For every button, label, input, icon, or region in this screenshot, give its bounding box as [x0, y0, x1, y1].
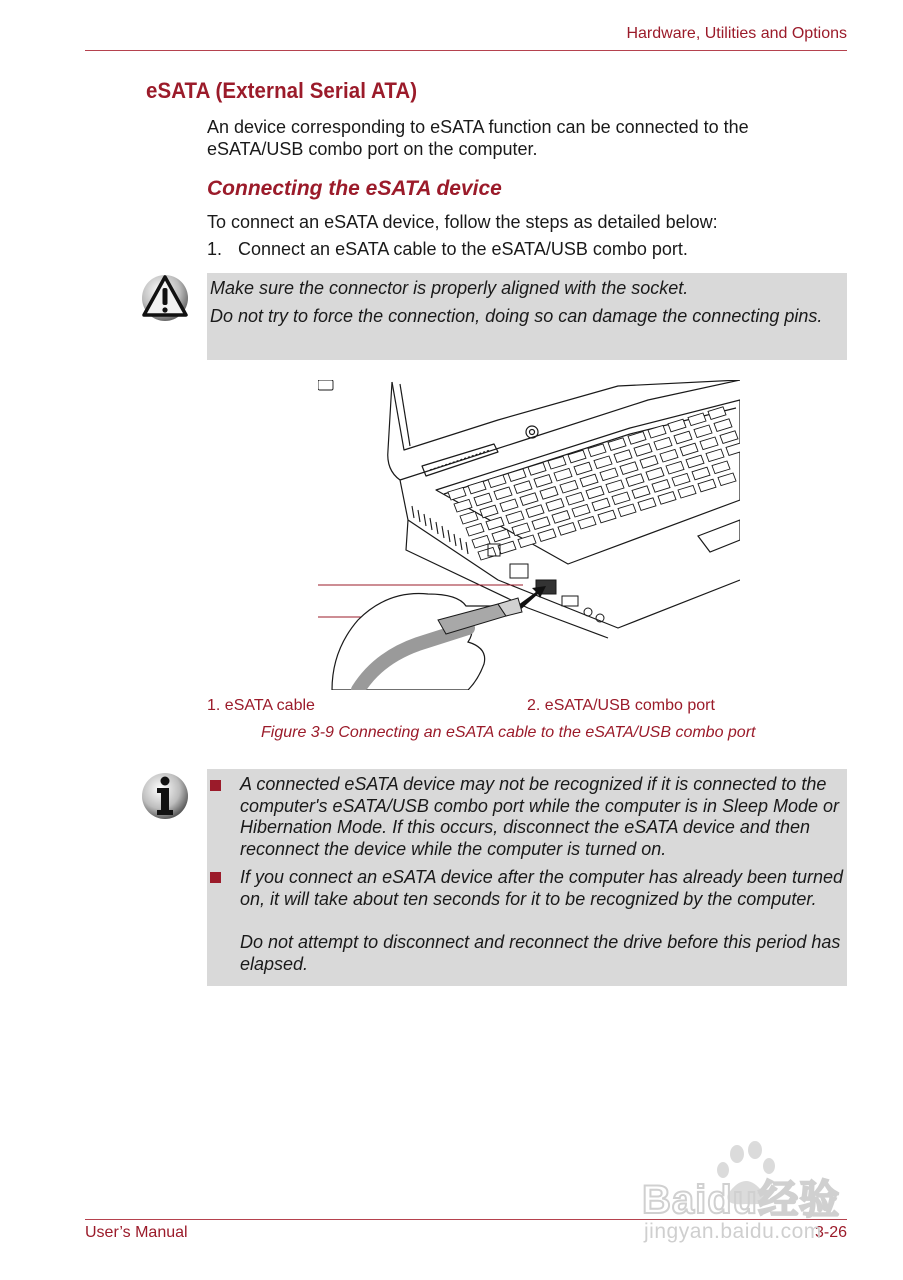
caution-line: Make sure the connector is properly aligned with the socket. — [210, 278, 689, 298]
keyboard-key — [528, 463, 546, 476]
bullet-marker — [210, 780, 221, 791]
keyboard-key — [700, 437, 718, 450]
keyboard-key — [520, 493, 538, 506]
keyboard-key — [600, 468, 618, 481]
keyboard-key — [474, 493, 492, 506]
keyboard-key — [660, 449, 678, 462]
keyboard-key — [480, 505, 498, 518]
keyboard-key — [692, 467, 710, 480]
warning-triangle-icon — [140, 271, 190, 323]
section-title: eSATA (External Serial ATA) — [146, 78, 418, 103]
keyboard-key — [694, 425, 712, 438]
footer-title: User’s Manual — [85, 1224, 188, 1241]
keyboard-key — [640, 456, 658, 469]
keyboard-key — [688, 413, 706, 426]
marker-1: 1 — [300, 607, 308, 623]
keyboard-key — [554, 468, 572, 481]
marker-2: 2 — [300, 575, 308, 591]
keyboard-key — [506, 511, 524, 524]
keyboard-key — [680, 443, 698, 456]
keyboard-key — [478, 547, 496, 560]
keyboard-key — [618, 504, 636, 517]
figure-illustration — [300, 380, 740, 690]
keyboard-key — [580, 474, 598, 487]
keyboard-key — [472, 535, 490, 548]
keyboard-key — [648, 425, 666, 438]
keyboard-key — [612, 492, 630, 505]
info-item: If you connect an eSATA device after the computer has already been turned on, it will take about ten seconds for it to be recognized by the computer. — [240, 867, 844, 909]
keyboard-key — [448, 487, 466, 500]
keyboard-key — [468, 481, 486, 494]
keyboard-key — [586, 486, 604, 499]
keyboard-key — [574, 462, 592, 475]
keyboard-key — [666, 461, 684, 474]
steps-intro: To connect an eSATA device, follow the steps as detailed below: — [207, 212, 718, 232]
keyboard-key — [620, 462, 638, 475]
figure-caption: Figure 3-9 Connecting an eSATA cable to the eSATA/USB combo port — [261, 724, 756, 741]
figure-legend-1: 1. eSATA cable — [207, 697, 315, 714]
info-item-continued: Do not attempt to disconnect and reconnect the drive before this period has elapsed. — [240, 932, 841, 974]
keyboard-key — [512, 523, 530, 536]
keyboard-key — [598, 510, 616, 523]
keyboard-key — [646, 468, 664, 481]
keyboard-key — [488, 475, 506, 488]
subsection-title: Connecting the eSATA device — [207, 177, 502, 200]
keyboard-key — [568, 450, 586, 463]
keyboard-key — [566, 492, 584, 505]
keyboard-key — [652, 480, 670, 493]
keyboard-key — [626, 474, 644, 487]
keyboard-key — [708, 407, 726, 420]
keyboard-key — [492, 529, 510, 542]
keyboard-key — [720, 431, 738, 444]
figure-legend-2: 2. eSATA/USB combo port — [527, 697, 715, 714]
keyboard-key — [686, 455, 704, 468]
keyboard-keys — [448, 407, 740, 560]
keyboard-key — [558, 523, 576, 536]
info-icon — [140, 770, 190, 822]
keyboard-key — [494, 487, 512, 500]
keyboard-key — [718, 473, 736, 486]
keyboard-key — [632, 486, 650, 499]
keyboard-key — [532, 517, 550, 530]
info-item: A connected eSATA device may not be recognized if it is connected to the computer's eSATA/USB combo port while the computer is in Sleep Mode or Hibernation Mode. If this occurs, disconnect the eSATA device and then reconnect the device while the computer is turned on. — [240, 774, 840, 860]
caution-line: Do not try to force the connection, doing so can damage the connecting pins. — [210, 306, 823, 326]
keyboard-key — [578, 516, 596, 529]
keyboard-key — [668, 419, 686, 432]
keyboard-key — [540, 487, 558, 500]
keyboard-key — [514, 481, 532, 494]
keyboard-key — [726, 443, 740, 456]
keyboard-key — [634, 444, 652, 457]
keyboard-key — [714, 419, 732, 432]
keyboard-key — [592, 498, 610, 511]
keyboard-key — [674, 431, 692, 444]
keyboard-key — [572, 504, 590, 517]
bullet-marker — [210, 872, 221, 883]
step-text: Connect an eSATA cable to the eSATA/USB combo port. — [238, 239, 688, 259]
keyboard-key — [672, 473, 690, 486]
keyboard-key — [560, 480, 578, 493]
keyboard-key — [546, 499, 564, 512]
baidu-watermark — [640, 1140, 850, 1250]
keyboard-key — [534, 475, 552, 488]
keyboard-key — [498, 541, 516, 554]
keyboard-key — [606, 480, 624, 493]
keyboard-key — [460, 511, 478, 524]
keyboard-key — [500, 499, 518, 512]
keyboard-key — [658, 492, 676, 505]
keyboard-key — [552, 511, 570, 524]
page-number: 3-26 — [814, 1224, 847, 1241]
keyboard-key — [508, 469, 526, 482]
caution-note — [207, 273, 847, 360]
keyboard-key — [654, 437, 672, 450]
step-number: 1. — [207, 239, 223, 259]
keyboard-key — [712, 461, 730, 474]
intro-paragraph: An device corresponding to eSATA function can be connected to the eSATA/USB combo port on the computer. — [207, 117, 749, 159]
keyboard-key — [614, 450, 632, 463]
watermark-brand: Baidu经验 — [642, 1178, 841, 1222]
step-item — [207, 239, 688, 260]
keyboard-key — [594, 456, 612, 469]
keyboard-key — [698, 479, 716, 492]
keyboard-key — [548, 456, 566, 469]
running-header: Hardware, Utilities and Options — [626, 25, 847, 42]
keyboard-key — [466, 523, 484, 536]
keyboard-key — [538, 529, 556, 542]
watermark-url: jingyan.baidu.com — [644, 1220, 822, 1243]
keyboard-key — [588, 444, 606, 457]
keyboard-key — [526, 505, 544, 518]
keyboard-key — [706, 449, 724, 462]
keyboard-key — [678, 485, 696, 498]
header-rule — [85, 50, 847, 51]
keyboard-key — [638, 498, 656, 511]
